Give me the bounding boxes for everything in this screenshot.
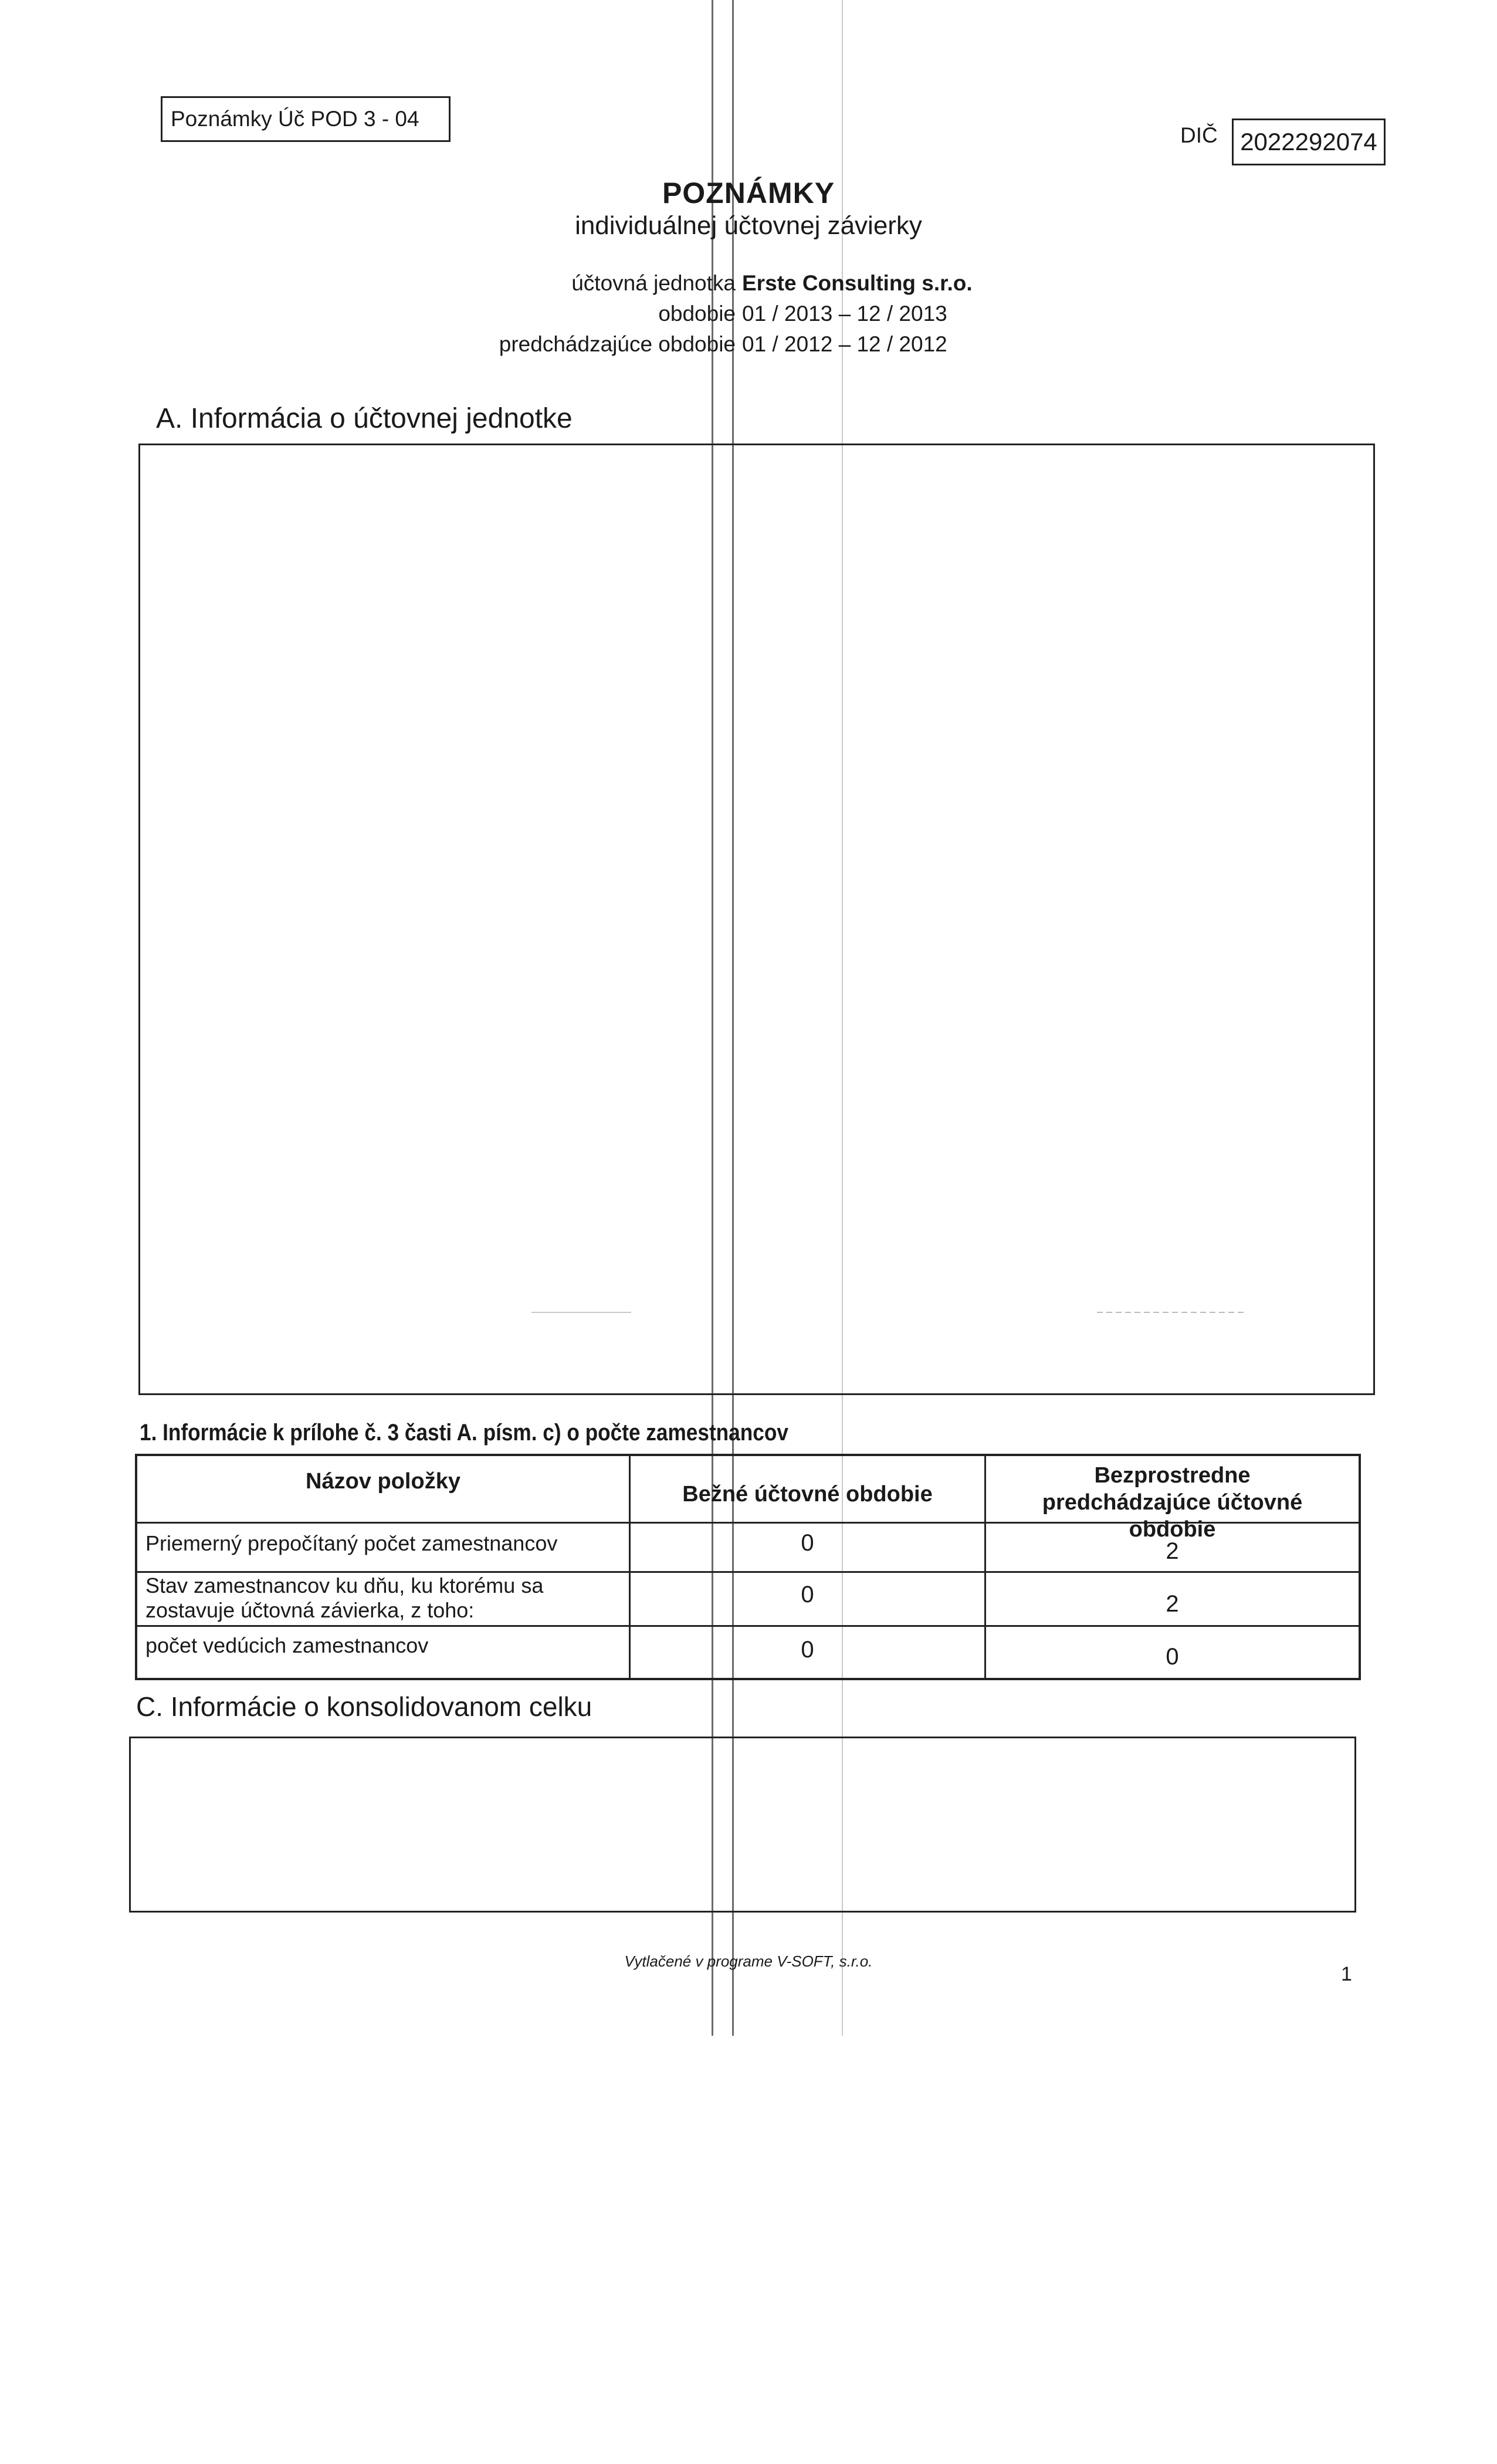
section-c-heading: C. Informácie o konsolidovanom celku — [136, 1691, 592, 1722]
table-cell-current: 0 — [801, 1582, 814, 1607]
section-1-heading: 1. Informácie k prílohe č. 3 časti A. písm. c) o počte zamestnancov — [140, 1420, 788, 1446]
scan-artifact-line — [1097, 1312, 1244, 1313]
prev-period-value: 01 / 2012 – 12 / 2012 — [742, 332, 947, 356]
document-subtitle: individuálnej účtovnej závierky — [575, 211, 922, 240]
form-code: Poznámky Úč POD 3 - 04 — [171, 107, 419, 131]
table-cell-previous: 2 — [1166, 1591, 1179, 1617]
dic-box — [1232, 119, 1386, 165]
table-cell-current: 0 — [801, 1530, 814, 1556]
period-label: obdobie — [658, 302, 736, 326]
table-row-label: Stav zamestnancov ku dňu, ku ktorému sa zostavuje účtovná závierka, z toho: — [145, 1573, 544, 1622]
table-cell-previous: 0 — [1166, 1644, 1179, 1670]
section-c-box — [129, 1737, 1356, 1913]
entity-value: Erste Consulting s.r.o. — [742, 271, 973, 295]
table-row-label: počet vedúcich zamestnancov — [145, 1633, 429, 1657]
section-a-box — [138, 444, 1375, 1395]
document-title: POZNÁMKY — [662, 177, 835, 209]
entity-label: účtovná jednotka — [571, 271, 736, 295]
column-header-item-name: Názov položky — [306, 1469, 460, 1494]
page-number: 1 — [1341, 1963, 1352, 1985]
table-cell-current: 0 — [801, 1637, 814, 1663]
scan-artifact-line — [531, 1312, 631, 1313]
employee-count-table — [135, 1454, 1361, 1680]
period-value: 01 / 2013 – 12 / 2013 — [742, 302, 947, 326]
table-row-label: Priemerný prepočítaný počet zamestnancov — [145, 1531, 558, 1555]
dic-label: DIČ — [1180, 123, 1218, 147]
form-code-box — [161, 96, 451, 142]
column-header-previous-period: Bezprostredne predchádzajúce účtovné obdobie — [1042, 1463, 1303, 1542]
footer-note: Vytlačené v programe V-SOFT, s.r.o. — [624, 1952, 873, 1970]
table-cell-previous: 2 — [1166, 1538, 1179, 1564]
section-a-heading: A. Informácia o účtovnej jednotke — [156, 403, 573, 434]
column-header-current-period: Bežné účtovné obdobie — [682, 1482, 933, 1507]
dic-value: 2022292074 — [1240, 128, 1377, 155]
prev-period-label: predchádzajúce obdobie — [499, 332, 736, 356]
